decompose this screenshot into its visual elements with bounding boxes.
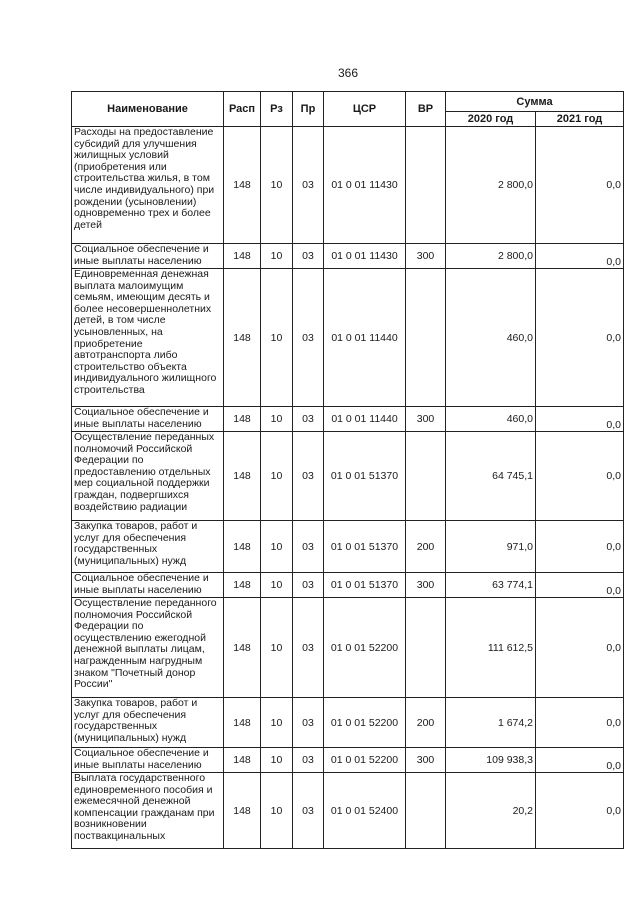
row-rz: 10 (261, 521, 293, 573)
row-rasp: 148 (224, 521, 261, 573)
row-csr: 01 0 01 51370 (324, 573, 406, 598)
row-name: Социальное обеспечение и иные выплаты населению (72, 748, 224, 773)
row-name: Социальное обеспечение и иные выплаты населению (72, 244, 224, 269)
table-row (72, 573, 624, 598)
row-2020: 2 800,0 (446, 127, 536, 244)
row-rasp: 148 (224, 432, 261, 521)
row-name: Расходы на предоставление субсидий для улучшения жилищных условий (приобретения или строительства жилья, в том числе индивидуального) при рождении (усыновлении) одновременно трех и более детей (72, 127, 224, 244)
table-row (72, 407, 624, 432)
row-pr: 03 (293, 748, 324, 773)
row-2021: 0,0 (536, 244, 624, 269)
row-rz: 10 (261, 698, 293, 748)
row-rasp: 148 (224, 244, 261, 269)
row-name: Единовременная денежная выплата малоимущим семьям, имеющим десять и более несовершеннолетних детей, в том числе усыновленных, на приобретение автотранспорта либо строительство объекта индивидуального жилищного строительства (72, 269, 224, 407)
row-pr: 03 (293, 269, 324, 407)
header-rz: Рз (261, 92, 293, 127)
row-csr: 01 0 01 51370 (324, 521, 406, 573)
row-name: Осуществление переданных полномочий Российской Федерации по предоставлению отдельных мер социальной поддержки граждан, подвергшихся воздействию радиации (72, 432, 224, 521)
row-2020: 63 774,1 (446, 573, 536, 598)
header-csr: ЦСР (324, 92, 406, 127)
row-rz: 10 (261, 244, 293, 269)
row-rz: 10 (261, 773, 293, 849)
header-row (72, 92, 624, 112)
row-vr: 300 (406, 748, 446, 773)
row-rz: 10 (261, 573, 293, 598)
row-csr: 01 0 01 11440 (324, 407, 406, 432)
row-vr: 200 (406, 698, 446, 748)
row-csr: 01 0 01 11430 (324, 127, 406, 244)
row-rz: 10 (261, 127, 293, 244)
row-2021: 0,0 (536, 573, 624, 598)
row-csr: 01 0 01 11440 (324, 269, 406, 407)
row-2020: 971,0 (446, 521, 536, 573)
row-2020: 111 612,5 (446, 598, 536, 698)
table-row (72, 127, 624, 244)
row-pr: 03 (293, 432, 324, 521)
row-vr (406, 127, 446, 244)
row-name: Выплата государственного единовременного пособия и ежемесячной денежной компенсации гражданам при возникновении поствакцинальных (72, 773, 224, 849)
row-rz: 10 (261, 269, 293, 407)
row-pr: 03 (293, 521, 324, 573)
row-rz: 10 (261, 407, 293, 432)
table-row (72, 432, 624, 521)
row-name: Осуществление переданного полномочия Российской Федерации по осуществлению ежегодной денежной выплаты лицам, награжденным нагрудным знаком "Почетный донор России" (72, 598, 224, 698)
row-name: Закупка товаров, работ и услуг для обеспечения государственных (муниципальных) нужд (72, 698, 224, 748)
header-name: Наименование (72, 92, 224, 127)
row-pr: 03 (293, 598, 324, 698)
row-vr: 200 (406, 521, 446, 573)
row-pr: 03 (293, 407, 324, 432)
row-2021: 0,0 (536, 698, 624, 748)
header-sum: Сумма (446, 92, 624, 112)
table-row (72, 521, 624, 573)
row-2020: 460,0 (446, 407, 536, 432)
row-rasp: 148 (224, 127, 261, 244)
row-rz: 10 (261, 598, 293, 698)
row-2020: 460,0 (446, 269, 536, 407)
budget-table (71, 91, 624, 849)
row-csr: 01 0 01 52400 (324, 773, 406, 849)
row-pr: 03 (293, 573, 324, 598)
row-2021: 0,0 (536, 521, 624, 573)
table-row (72, 773, 624, 849)
row-rz: 10 (261, 432, 293, 521)
row-2020: 20,2 (446, 773, 536, 849)
row-vr (406, 432, 446, 521)
header-vr: ВР (406, 92, 446, 127)
row-2020: 64 745,1 (446, 432, 536, 521)
row-2020: 1 674,2 (446, 698, 536, 748)
row-csr: 01 0 01 52200 (324, 748, 406, 773)
row-2021: 0,0 (536, 598, 624, 698)
row-rasp: 148 (224, 573, 261, 598)
row-rz: 10 (261, 748, 293, 773)
row-name: Социальное обеспечение и иные выплаты населению (72, 573, 224, 598)
row-name: Социальное обеспечение и иные выплаты населению (72, 407, 224, 432)
row-2020: 2 800,0 (446, 244, 536, 269)
row-rasp: 148 (224, 269, 261, 407)
table-row (72, 698, 624, 748)
row-csr: 01 0 01 11430 (324, 244, 406, 269)
row-pr: 03 (293, 773, 324, 849)
row-rasp: 148 (224, 698, 261, 748)
row-pr: 03 (293, 244, 324, 269)
row-rasp: 148 (224, 407, 261, 432)
row-pr: 03 (293, 698, 324, 748)
row-name: Закупка товаров, работ и услуг для обеспечения государственных (муниципальных) нужд (72, 521, 224, 573)
row-vr: 300 (406, 407, 446, 432)
row-2021: 0,0 (536, 407, 624, 432)
row-2021: 0,0 (536, 748, 624, 773)
header-2020: 2020 год (446, 112, 536, 127)
table-row (72, 269, 624, 407)
row-2021: 0,0 (536, 269, 624, 407)
row-vr: 300 (406, 244, 446, 269)
row-csr: 01 0 01 51370 (324, 432, 406, 521)
table-row (72, 748, 624, 773)
row-pr: 03 (293, 127, 324, 244)
row-vr (406, 269, 446, 407)
row-rasp: 148 (224, 773, 261, 849)
header-rasp: Расп (224, 92, 261, 127)
row-csr: 01 0 01 52200 (324, 698, 406, 748)
row-2021: 0,0 (536, 127, 624, 244)
page-number: 366 (337, 66, 359, 80)
table-row (72, 244, 624, 269)
row-2021: 0,0 (536, 432, 624, 521)
row-csr: 01 0 01 52200 (324, 598, 406, 698)
row-rasp: 148 (224, 748, 261, 773)
row-vr (406, 598, 446, 698)
header-pr: Пр (293, 92, 324, 127)
row-rasp: 148 (224, 598, 261, 698)
row-2020: 109 938,3 (446, 748, 536, 773)
row-2021: 0,0 (536, 773, 624, 849)
table-row (72, 598, 624, 698)
header-2021: 2021 год (536, 112, 624, 127)
row-vr: 300 (406, 573, 446, 598)
row-vr (406, 773, 446, 849)
